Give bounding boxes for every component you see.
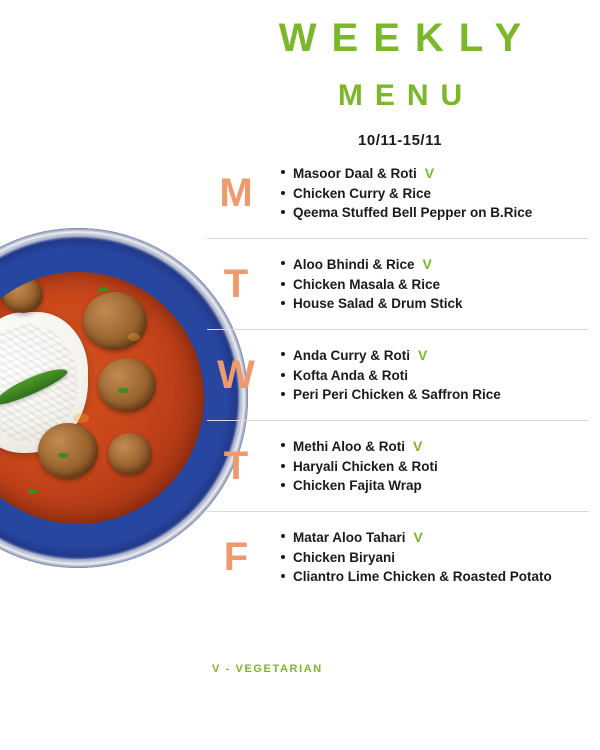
dish-name: Chicken Curry & Rice: [293, 185, 432, 201]
dish-name: House Salad & Drum Stick: [293, 296, 463, 312]
list-item: [279, 163, 589, 184]
dish-name: Aloo Bhindi & Rice: [293, 257, 415, 273]
day-row: [207, 148, 589, 239]
menu-header: [200, 0, 600, 149]
list-item: [279, 436, 589, 457]
dish-name: Chicken Masala & Rice: [293, 276, 441, 292]
dish-list-tuesday: [265, 254, 589, 314]
dish-name: Peri Peri Chicken & Saffron Rice: [293, 387, 501, 403]
dish-name: Matar Aloo Tahari: [293, 530, 406, 546]
dish-name: Chicken Fajita Wrap: [293, 478, 422, 494]
day-row: [207, 239, 589, 330]
kofta-ball: [108, 433, 152, 475]
kofta-ball: [83, 292, 147, 350]
list-item: [279, 275, 589, 295]
dish-list-wednesday: [265, 345, 589, 405]
cilantro-garnish: [58, 453, 68, 458]
vegetarian-marker: V: [412, 438, 423, 455]
list-item: [279, 254, 589, 275]
menu-date-range: 10/11-15/11: [358, 132, 442, 149]
list-item: [279, 294, 589, 314]
oil-sheen: [128, 333, 140, 341]
dish-list-friday: [265, 527, 589, 587]
dish-name: Chicken Biryani: [293, 549, 396, 565]
page-title-menu: MENU: [337, 79, 475, 112]
dish-list-thursday: [265, 436, 589, 496]
kofta-ball: [98, 358, 156, 412]
list-item: [279, 548, 589, 568]
oil-sheen: [73, 413, 89, 423]
list-item: [279, 184, 589, 204]
cilantro-garnish: [98, 287, 108, 292]
dish-name: Qeema Stuffed Bell Pepper on B.Rice: [293, 205, 533, 221]
day-row: [207, 330, 589, 421]
day-row: [207, 421, 589, 512]
dish-name: Masoor Daal & Roti: [293, 166, 417, 182]
dish-name: Haryali Chicken & Roti: [293, 458, 438, 474]
day-initial-tuesday: T: [223, 262, 249, 306]
day-row: [207, 512, 589, 602]
kofta-ball: [3, 277, 43, 313]
list-item: [279, 567, 589, 587]
dish-name: Cliantro Lime Chicken & Roasted Potato: [293, 569, 552, 585]
list-item: [279, 203, 589, 223]
day-initial-monday: M: [219, 171, 253, 215]
dish-list-monday: [265, 163, 589, 223]
vegetarian-marker: V: [413, 529, 423, 546]
dish-name: Kofta Anda & Roti: [293, 367, 408, 383]
day-initial-friday: F: [223, 535, 249, 579]
page-title-weekly: WEEKLY: [278, 16, 537, 60]
list-item: [279, 366, 589, 386]
vegetarian-marker: V: [418, 347, 428, 364]
day-initial-thursday: T: [223, 444, 249, 488]
weekly-menu-list: [207, 148, 589, 602]
day-initial-wednesday: W: [217, 353, 255, 397]
vegetarian-legend: V - VEGETARIAN: [212, 663, 323, 675]
list-item: [279, 385, 589, 405]
list-item: [279, 345, 589, 366]
cilantro-garnish: [118, 388, 128, 393]
vegetarian-marker: V: [422, 256, 432, 273]
dish-name: Methi Aloo & Roti: [293, 439, 405, 455]
vegetarian-marker: V: [424, 165, 435, 182]
dish-name: Anda Curry & Roti: [293, 348, 411, 364]
kofta-ball: [38, 423, 98, 479]
list-item: [279, 476, 589, 496]
list-item: [279, 527, 589, 548]
cilantro-garnish: [28, 489, 38, 494]
list-item: [279, 457, 589, 477]
